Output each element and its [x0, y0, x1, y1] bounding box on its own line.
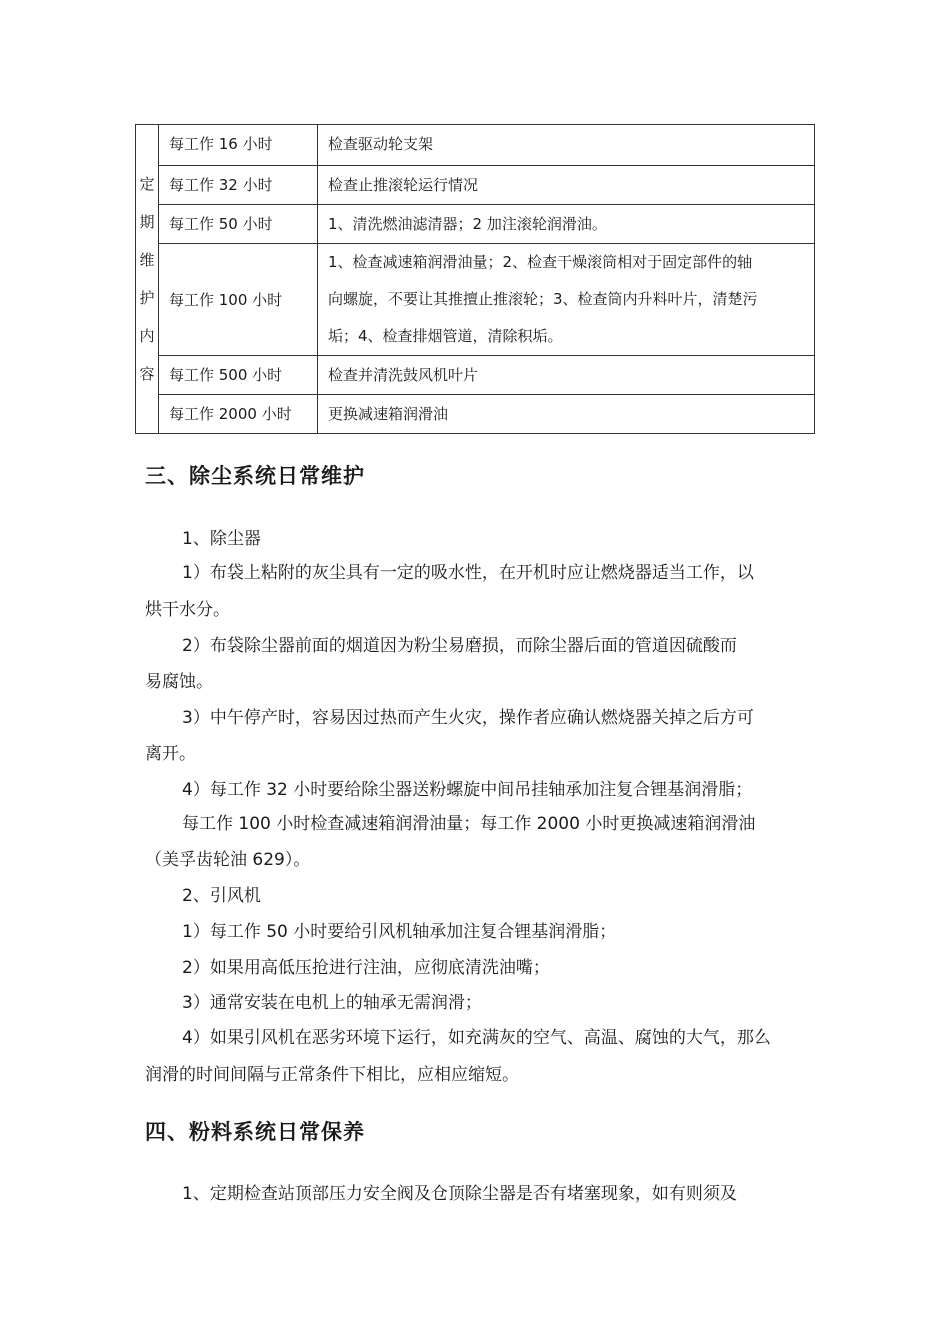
task-cell: 更换减速箱润滑油 — [318, 395, 815, 434]
paragraph-line: 4）每工作 32 小时要给除尘器送粉螺旋中间吊挂轴承加注复合锂基润滑脂； — [182, 780, 753, 800]
frequency-cell: 每工作 100 小时 — [159, 244, 318, 356]
task-line: 向螺旋，不要让其推擅止推滚轮；3、检查筒内升料叶片，清楚污 — [328, 290, 758, 308]
paragraph-line: 3）中午停产时，容易因过热而产生火灾，操作者应确认燃烧器关掉之后方可 — [182, 708, 754, 728]
paragraph-line: 2、引风机 — [182, 886, 261, 906]
paragraph-line: 3）通常安装在电机上的轴承无需润滑； — [182, 993, 482, 1013]
table-row — [136, 166, 815, 205]
paragraph-line: 1）每工作 50 小时要给引风机轴承加注复合锂基润滑脂； — [182, 922, 617, 942]
paragraph-line: 离开。 — [145, 744, 196, 764]
table-row — [136, 395, 815, 434]
table-row — [136, 205, 815, 244]
paragraph-line: 1、定期检查站顶部压力安全阀及仓顶除尘器是否有堵塞现象，如有则须及 — [182, 1184, 737, 1204]
frequency-cell: 每工作 32 小时 — [159, 166, 318, 205]
side-char: 定 — [139, 175, 155, 193]
frequency-cell: 每工作 16 小时 — [159, 125, 318, 166]
side-char: 护 — [139, 289, 155, 307]
paragraph-line: 润滑的时间间隔与正常条件下相比，应相应缩短。 — [145, 1065, 519, 1085]
paragraph-line: 易腐蚀。 — [145, 672, 213, 692]
table-side-label — [136, 125, 159, 434]
frequency-cell: 每工作 50 小时 — [159, 205, 318, 244]
paragraph-line: 1）布袋上粘附的灰尘具有一定的吸水性，在开机时应让燃烧器适当工作，以 — [182, 563, 754, 583]
paragraph-line: 1、除尘器 — [182, 529, 261, 549]
frequency-cell: 每工作 500 小时 — [159, 356, 318, 395]
task-line: 垢；4、检查排烟管道，清除积垢。 — [328, 327, 563, 345]
paragraph-line: （美孚齿轮油 629）。 — [145, 850, 311, 870]
task-cell — [318, 244, 815, 356]
side-char: 内 — [139, 327, 155, 345]
paragraph-line: 2）如果用高低压抢进行注油，应彻底清洗油嘴； — [182, 958, 550, 978]
section-heading-dust-removal: 三、除尘系统日常维护 — [145, 464, 365, 488]
side-char: 容 — [139, 365, 155, 383]
side-char: 维 — [139, 251, 155, 269]
table-row — [136, 125, 815, 166]
side-char: 期 — [139, 213, 155, 231]
section-heading-powder-system: 四、粉料系统日常保养 — [145, 1120, 365, 1144]
paragraph-line: 2）布袋除尘器前面的烟道因为粉尘易磨损，而除尘器后面的管道因硫酸而 — [182, 636, 737, 656]
task-line: 1、检查减速箱润滑油量；2、检查干燥滚筒相对于固定部件的轴 — [328, 253, 753, 271]
maintenance-table — [135, 124, 815, 434]
frequency-cell: 每工作 2000 小时 — [159, 395, 318, 434]
task-cell: 检查止推滚轮运行情况 — [318, 166, 815, 205]
task-cell: 检查驱动轮支架 — [318, 125, 815, 166]
paragraph-line: 4）如果引风机在恶劣环境下运行，如充满灰的空气、高温、腐蚀的大气，那么 — [182, 1028, 771, 1048]
task-cell: 1、清洗燃油滤清器；2 加注滚轮润滑油。 — [318, 205, 815, 244]
paragraph-line: 烘干水分。 — [145, 600, 230, 620]
paragraph-line: 每工作 100 小时检查减速箱润滑油量；每工作 2000 小时更换减速箱润滑油 — [182, 814, 756, 834]
table-row — [136, 356, 815, 395]
table-row — [136, 244, 815, 356]
task-cell: 检查并清洗鼓风机叶片 — [318, 356, 815, 395]
